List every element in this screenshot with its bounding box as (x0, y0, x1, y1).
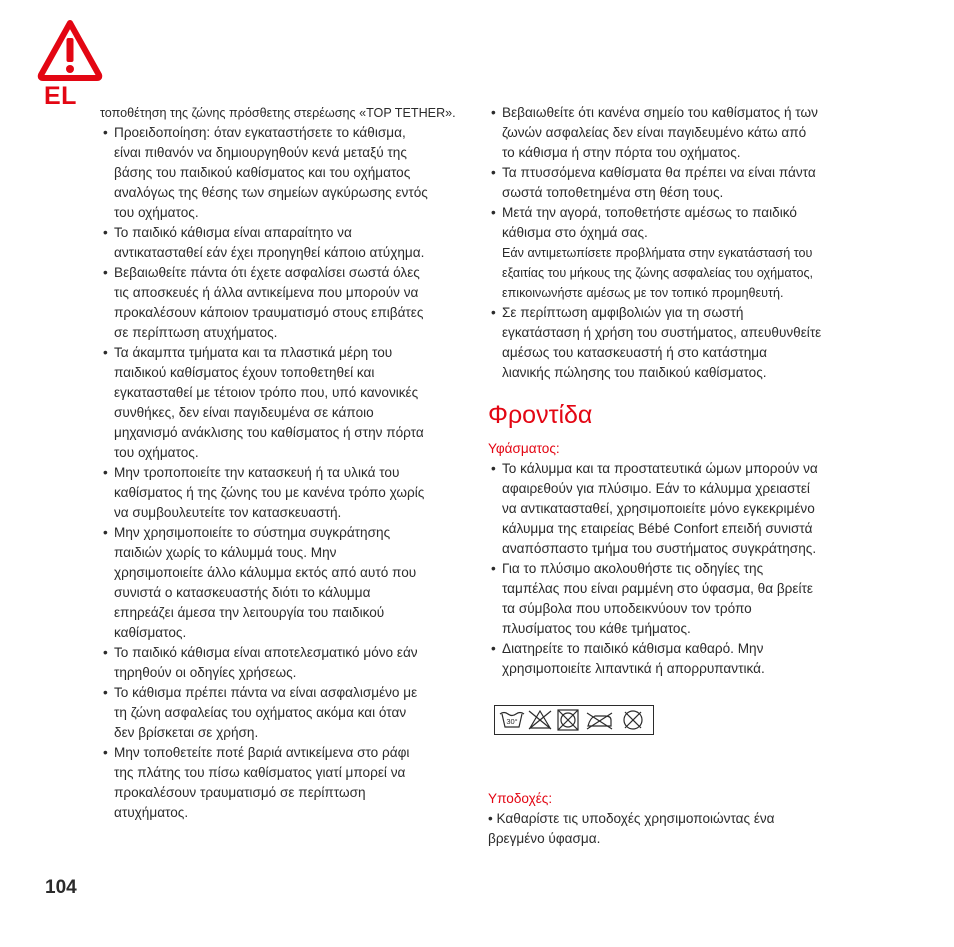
fabric-heading: Υφάσματος: (488, 441, 560, 456)
list-item-line: βάσης του παιδικού καθίσματος και του οχήματος (114, 165, 411, 180)
list-item (100, 683, 460, 743)
list-item-line: του οχήματος. (114, 205, 199, 220)
intro-line: τοποθέτηση της ζώνης πρόσθετης στερέωσης «TOP TETHER». (100, 106, 456, 120)
left-bullet-list (100, 123, 460, 823)
list-item (488, 203, 860, 243)
list-item-line: κάλυμμα της εταιρείας Bébé Confort επειδή συνιστά (502, 521, 813, 536)
list-item (100, 523, 460, 643)
list-item (488, 163, 860, 203)
right-column (488, 103, 860, 849)
list-item-line: αναλόγως της θέσης των σημείων αγκύρωσης εντός (114, 185, 428, 200)
list-item-line: χρησιμοποιείτε άλλο κάλυμμα εκτός από αυτό που (114, 565, 417, 580)
list-item-line: σωστά τοποθετημένα στη θέση τους. (502, 185, 724, 200)
list-item-line: • Προειδοποίηση: όταν εγκαταστήσετε το κάθισμα, (103, 125, 406, 140)
list-item-line: • Σε περίπτωση αμφιβολιών για τη σωστή (491, 305, 744, 320)
list-item (100, 343, 460, 463)
list-item (100, 263, 460, 343)
list-item-line: αναπόσπαστο τμήμα του συστήματος συγκράτησης. (502, 541, 817, 556)
wash-30-icon (500, 713, 524, 728)
list-item (100, 743, 460, 823)
list-item-line: • Τα άκαμπτα τμήματα και τα πλαστικά μέρη του (103, 345, 393, 360)
list-item (488, 639, 860, 679)
text-line: επικοινωνήστε αμέσως με τον τοπικό προμηθευτή. (502, 286, 784, 300)
language-code: EL (44, 82, 77, 110)
list-item-line: εγκατάσταση ή χρήση του συστήματος, απευθυνθείτε (502, 325, 822, 340)
list-item-line: • Το κάθισμα πρέπει πάντα να είναι ασφαλισμένο με (103, 685, 418, 700)
list-item-line: • Το κάλυμμα και τα προστατευτικά ώμων μπορούν να (491, 461, 818, 476)
right-bullet-list (488, 103, 860, 243)
list-item (488, 303, 860, 383)
list-item-line: • Το παιδικό κάθισμα είναι αποτελεσματικό μόνο εάν (103, 645, 418, 660)
list-item-line: τα σύμβολα που υποδεικνύουν τον τρόπο (502, 601, 752, 616)
list-item-line: αντικατασταθεί εάν έχει προηγηθεί κάποιο ατύχημα. (114, 245, 425, 260)
list-item-line: να αντικατασταθεί, χρησιμοποιείτε μόνο εγκεκριμένο (502, 501, 815, 516)
list-item (100, 463, 460, 523)
list-item-line: του οχήματος. (114, 445, 199, 460)
list-item-line: χρησιμοποιείτε λιπαντικά ή απορρυπαντικά. (502, 661, 765, 676)
list-item-line: συνθήκες, δεν είναι παγιδευμένα σε κάποιο (114, 405, 374, 420)
list-item (100, 123, 460, 223)
list-item-line: είναι πιθανόν να δημιουργηθούν κενά μεταξύ της (114, 145, 407, 160)
list-item-line: να συμβουλευτείτε τον κατασκευαστή. (114, 505, 342, 520)
care-heading: Φροντίδα (488, 401, 593, 429)
no-iron-icon (587, 713, 612, 729)
text-line: • Καθαρίστε τις υποδοχές χρησιμοποιώντας ένα (488, 811, 775, 826)
svg-text:30°: 30° (506, 717, 518, 726)
installation-note (488, 243, 860, 303)
left-column (100, 103, 460, 823)
list-item-line: προκαλέσουν κάποιον τραυματισμό στους επιβάτες (114, 305, 424, 320)
list-item (100, 223, 460, 263)
list-item-line: • Μην χρησιμοποιείτε το σύστημα συγκράτησης (103, 525, 391, 540)
list-item (488, 459, 860, 559)
list-item-line: συνιστά ο κατασκευαστής διότι το κάλυμμα (114, 585, 371, 600)
warning-triangle-icon (36, 18, 104, 82)
list-item-line: καθίσματος ή της ζώνης του με κανένα τρόπο χωρίς (114, 485, 425, 500)
list-item-line: • Μετά την αγορά, τοποθετήστε αμέσως το παιδικό (491, 205, 797, 220)
no-dry-clean-icon (624, 711, 642, 729)
list-item-line: • Διατηρείτε το παιδικό κάθισμα καθαρό. Μην (491, 641, 764, 656)
list-item-line: παιδιών χωρίς το κάλυμμά τους. Μην (114, 545, 337, 560)
list-item-line: της πλάτης του πίσω καθίσματος γιατί μπορεί να (114, 765, 406, 780)
right-bullet-last (488, 303, 860, 383)
list-item-line: τις αποσκευές ή άλλα αντικείμενα που μπορούν να (114, 285, 419, 300)
list-item-line: σε περίπτωση ατυχήματος. (114, 325, 278, 340)
fabric-bullet-list (488, 459, 860, 679)
list-item-line: • Μην τοποθετείτε ποτέ βαριά αντικείμενα στο ράφι (103, 745, 410, 760)
list-item-line: λιανικής πώλησης του παιδικού καθίσματος. (502, 365, 767, 380)
no-tumble-dry-icon (558, 710, 578, 730)
list-item-line: τη ζώνη ασφαλείας του οχήματος ακόμα και όταν (114, 705, 407, 720)
list-item-line: ταμπέλας που είναι ραμμένη στο ύφασμα, θα βρείτε (502, 581, 813, 596)
list-item-line: • Βεβαιωθείτε ότι κανένα σημείο του καθίσματος ή των (491, 105, 818, 120)
care-symbols (494, 705, 654, 735)
list-item-line: ατυχήματος. (114, 805, 189, 820)
list-item-line: • Τα πτυσσόμενα καθίσματα θα πρέπει να είναι πάντα (491, 165, 816, 180)
list-item-line: δεν βρίσκεται σε χρήση. (114, 725, 259, 740)
text-line: βρεγμένο ύφασμα. (488, 831, 601, 846)
list-item (100, 643, 460, 683)
list-item-line: αφαιρεθούν για πλύσιμο. Εάν το κάλυμμα χρειαστεί (502, 481, 810, 496)
list-item-line: • Βεβαιωθείτε πάντα ότι έχετε ασφαλίσει σωστά όλες (103, 265, 420, 280)
list-item-line: προκαλέσουν τραυματισμό σε περίπτωση (114, 785, 366, 800)
list-item-line: • Το παιδικό κάθισμα είναι απαραίτητο να (103, 225, 352, 240)
list-item-line: αμέσως του κατασκευαστή ή στο κατάστημα (502, 345, 767, 360)
list-item-line: • Για το πλύσιμο ακολουθήστε τις οδηγίες της (491, 561, 764, 576)
text-line: Εάν αντιμετωπίσετε προβλήματα στην εγκατάστασή του (502, 246, 813, 260)
cups-text (488, 809, 860, 849)
list-item-line: ζωνών ασφαλείας δεν είναι παγιδευμένο κάτω από (502, 125, 807, 140)
list-item-line: επηρεάζει άμεσα την λειτουργία του παιδικού (114, 605, 385, 620)
list-item-line: πλυσίματος του κάθε τμήματος. (502, 621, 691, 636)
list-item-line: • Μην τροποποιείτε την κατασκευή ή τα υλικά του (103, 465, 400, 480)
list-item-line: καθίσματος. (114, 625, 187, 640)
list-item-line: κάθισμα στο όχημά σας. (502, 225, 648, 240)
list-item-line: το κάθισμα ή στην πόρτα του οχήματος. (502, 145, 741, 160)
text-line: εξαιτίας του μήκους της ζώνης ασφαλείας του οχήματος, (502, 266, 814, 280)
list-item-line: τηρηθούν οι οδηγίες χρήσεως. (114, 665, 297, 680)
page-number: 104 (45, 877, 77, 898)
list-item (488, 103, 860, 163)
cups-heading: Υποδοχές: (488, 791, 553, 806)
list-item (488, 559, 860, 639)
list-item-line: παιδικού καθίσματος έχουν τοποθετηθεί και (114, 365, 375, 380)
no-bleach-icon (529, 711, 551, 729)
list-item-line: εγκατασταθεί με τέτοιον τρόπο που, υπό κανονικές (114, 385, 419, 400)
list-item-line: μηχανισμό ανάκλισης του καθίσματος ή στην πόρτα (114, 425, 424, 440)
